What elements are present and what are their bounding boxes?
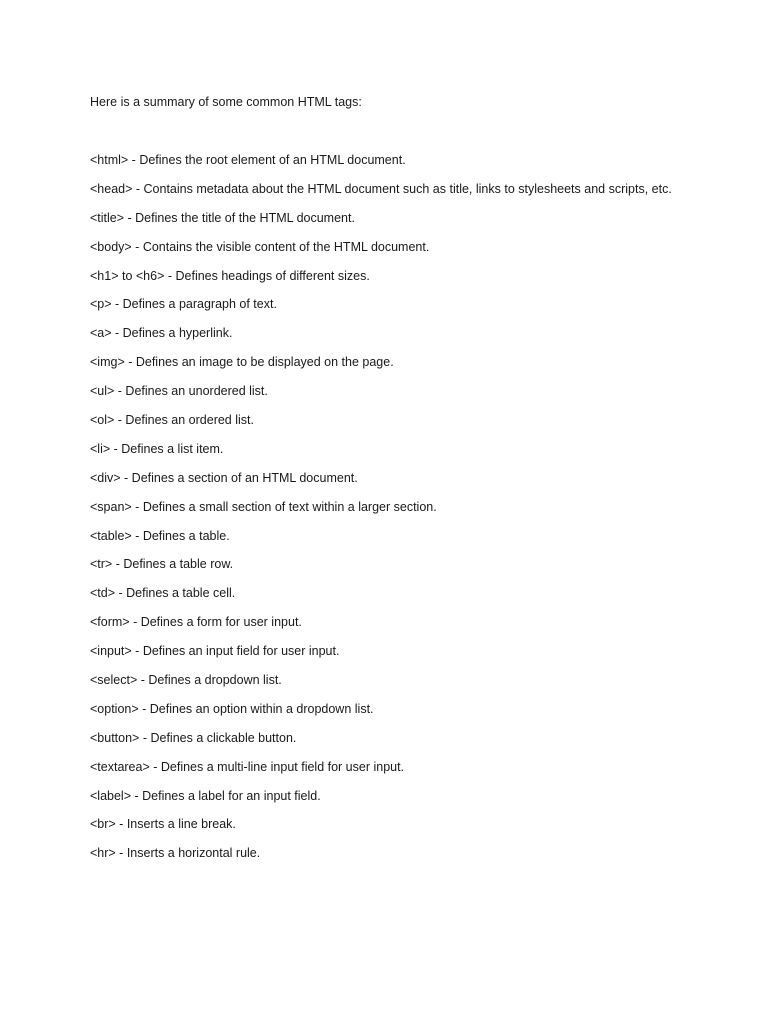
list-item: <input> - Defines an input field for user input. (90, 644, 340, 659)
list-item: <img> - Defines an image to be displayed on the page. (90, 355, 394, 370)
list-item: <html> - Defines the root element of an HTML document. (90, 153, 406, 167)
list-item: <td> - Defines a table cell. (90, 586, 236, 601)
list-item: <head> - Contains metadata about the HTML document such as title, links to stylesheets and scripts, etc. (90, 181, 672, 196)
list-item: <tr> - Defines a table row. (90, 557, 234, 572)
list-item: <form> - Defines a form for user input. (90, 615, 302, 630)
list-item: <br> - Inserts a line break. (90, 817, 236, 832)
list-item: <div> - Defines a section of an HTML document. (90, 470, 358, 485)
list-item: <label> - Defines a label for an input field. (90, 788, 321, 803)
list-item: <table> - Defines a table. (90, 528, 230, 543)
list-item: <h1> to <h6> - Defines headings of different sizes. (90, 268, 370, 283)
list-item: <option> - Defines an option within a dropdown list. (90, 701, 374, 716)
list-item: <li> - Defines a list item. (90, 441, 224, 456)
list-item: <a> - Defines a hyperlink. (90, 326, 233, 341)
list-item: <button> - Defines a clickable button. (90, 730, 297, 745)
list-item: <span> - Defines a small section of text within a larger section. (90, 499, 437, 514)
intro-text: Here is a summary of some common HTML tags: (90, 95, 362, 109)
list-item: <textarea> - Defines a multi-line input field for user input. (90, 759, 405, 774)
list-item: <body> - Contains the visible content of the HTML document. (90, 239, 430, 254)
list-item: <hr> - Inserts a horizontal rule. (90, 846, 261, 861)
list-item: <ol> - Defines an ordered list. (90, 413, 254, 428)
list-item: <ul> - Defines an unordered list. (90, 384, 268, 399)
tag-summary-list (90, 151, 672, 873)
list-item: <p> - Defines a paragraph of text. (90, 297, 277, 312)
list-item: <select> - Defines a dropdown list. (90, 673, 282, 688)
list-item: <title> - Defines the title of the HTML document. (90, 210, 355, 225)
